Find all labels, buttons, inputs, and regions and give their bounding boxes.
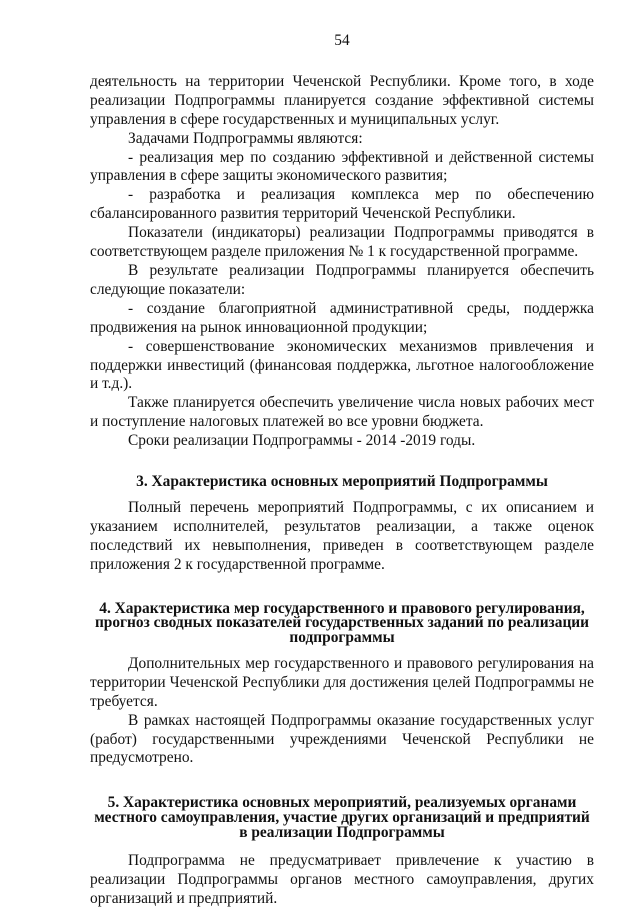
list-item-task-1: - реализация мер по созданию эффективной и действенной системы управления в сфере защиты экономического развития;: [90, 148, 594, 185]
list-item-task-2: - разработка и реализация комплекса мер по обеспечению сбалансированного развития территорий Чеченской Республики.: [90, 186, 594, 223]
paragraph-continuation: деятельность на территории Чеченской Республики. Кроме того, в ходе реализации Подпрограммы планируется создание эффективной системы управления в сфере государственных и муниципальных услуг.: [90, 72, 594, 128]
paragraph-indicators: Показатели (индикаторы) реализации Подпрограммы приводятся в соответствующем разделе приложения № 1 к государственной программе.: [90, 224, 594, 261]
list-item-result-1: - создание благоприятной административной среды, поддержка продвижения на рынок инновационной продукции;: [90, 299, 594, 336]
section-3-paragraph: Полный перечень мероприятий Подпрограммы, с их описанием и указанием исполнителей, результатов реализации, а также оценок последствий их невыполнения, приведен в соответствующем разделе приложения 2 к государственной программе.: [90, 498, 594, 573]
page-number: 54: [334, 32, 350, 49]
section-4-heading: 4. Характеристика мер государственного и правового регулирования, прогноз сводных показателей государственных заданий по реализации подпрограммы: [94, 599, 590, 647]
paragraph-jobs: Также планируется обеспечить увеличение числа новых рабочих мест и поступление налоговых платежей во все уровни бюджета.: [90, 394, 594, 431]
paragraph-tasks-intro: Задачами Подпрограммы являются:: [128, 129, 363, 147]
paragraph-results-intro: В результате реализации Подпрограммы планируется обеспечить следующие показатели:: [90, 261, 594, 298]
list-item-result-2: - совершенствование экономических механизмов привлечения и поддержки инвестиций (финансовая поддержка, льготное налогообложение и т.д.).: [90, 337, 594, 393]
document-page: [90, 32, 594, 909]
section-4-paragraph-2: В рамках настоящей Подпрограммы оказание государственных услуг (работ) государственными учреждениями Чеченской Республики не предусмотрено.: [90, 711, 594, 767]
paragraph-timeline: Сроки реализации Подпрограммы - 2014 -2019 годы.: [128, 432, 476, 450]
section-5-heading: 5. Характеристика основных мероприятий, реализуемых органами местного самоуправления, участие других организаций и предприятий в реализации Подпрограммы: [94, 794, 590, 841]
section-4-paragraph-1: Дополнительных мер государственного и правового регулирования на территории Чеченской Республики для достижения целей Подпрограммы не требуется.: [90, 654, 594, 710]
section-5-paragraph: Подпрограмма не предусматривает привлечение к участию в реализации Подпрограммы органов местного самоуправления, других организаций и предприятий.: [90, 851, 594, 907]
section-3-heading: 3. Характеристика основных мероприятий Подпрограммы: [136, 473, 548, 491]
